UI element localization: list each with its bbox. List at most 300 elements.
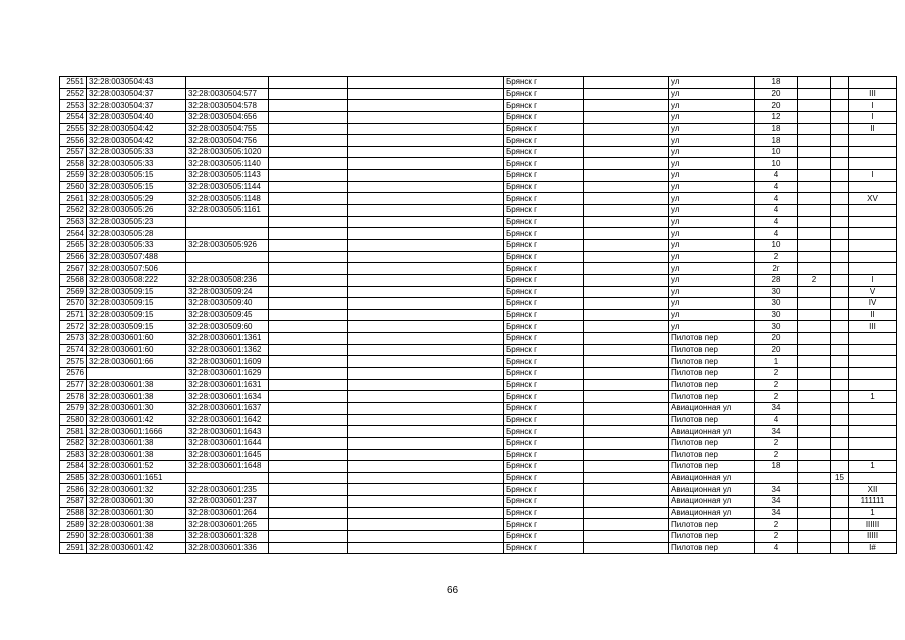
cell-house-number: 12 [755,111,798,123]
cell-object-cadastral-number: 32:28:0030601:1609 [186,356,269,368]
cell-col-11 [831,286,849,298]
table-row [60,263,897,275]
cell-premises [849,426,897,438]
cell-row-number: 2578 [60,391,87,403]
cell-object-cadastral-number: 32:28:0030509:60 [186,321,269,333]
cell-building [798,239,831,251]
cell-house-number: 30 [755,298,798,310]
cell-row-number: 2570 [60,298,87,310]
cell-col-7 [584,205,669,217]
cell-street: Авиационная ул [669,426,755,438]
cell-row-number: 2582 [60,437,87,449]
cell-building [798,344,831,356]
cell-col-4 [269,181,348,193]
cell-street: Пилотов пер [669,368,755,380]
cell-object-cadastral-number: 32:28:0030601:1634 [186,391,269,403]
cell-col-7 [584,216,669,228]
cell-col-11 [831,158,849,170]
cell-house-number: 1 [755,356,798,368]
cell-row-number: 2577 [60,379,87,391]
cell-premises [849,251,897,263]
cell-col-7 [584,333,669,345]
cell-col-11 [831,205,849,217]
cell-col-11 [831,344,849,356]
cell-street: ул [669,309,755,321]
cell-col-11 [831,379,849,391]
cell-cadastral-number: 32:28:0030508:222 [87,274,186,286]
cell-col-5 [348,239,504,251]
cell-col-7 [584,77,669,89]
cell-row-number: 2575 [60,356,87,368]
cell-street: ул [669,239,755,251]
cell-cadastral-number: 32:28:0030504:37 [87,100,186,112]
cell-col-7 [584,402,669,414]
table-row [60,507,897,519]
cell-col-7 [584,472,669,484]
cell-col-11 [831,461,849,473]
table-row [60,368,897,380]
cell-col-7 [584,542,669,554]
cell-street: ул [669,274,755,286]
cell-row-number: 2591 [60,542,87,554]
cell-col-7 [584,344,669,356]
table-row [60,414,897,426]
cell-row-number: 2579 [60,402,87,414]
cell-object-cadastral-number: 32:28:0030504:755 [186,123,269,135]
cell-col-4 [269,391,348,403]
cell-col-4 [269,135,348,147]
cell-premises: II [849,309,897,321]
cell-row-number: 2573 [60,333,87,345]
cell-house-number: 20 [755,100,798,112]
cell-city: Брянск г [504,321,584,333]
cell-city: Брянск г [504,530,584,542]
cell-premises [849,239,897,251]
cell-house-number: 4 [755,181,798,193]
cell-row-number: 2587 [60,496,87,508]
cell-col-11 [831,77,849,89]
table-row [60,391,897,403]
cell-building [798,251,831,263]
cell-city: Брянск г [504,205,584,217]
cell-cadastral-number: 32:28:0030505:23 [87,216,186,228]
cell-cadastral-number: 32:28:0030601:60 [87,333,186,345]
cell-building [798,321,831,333]
cell-street: Пилотов пер [669,414,755,426]
cell-row-number: 2572 [60,321,87,333]
cell-cadastral-number: 32:28:0030601:38 [87,449,186,461]
cell-city: Брянск г [504,391,584,403]
cell-premises: III [849,88,897,100]
cell-city: Брянск г [504,449,584,461]
cell-col-5 [348,135,504,147]
cell-building [798,368,831,380]
cell-row-number: 2553 [60,100,87,112]
table-row [60,181,897,193]
cell-col-4 [269,193,348,205]
cell-building: 2 [798,274,831,286]
cell-building [798,379,831,391]
cell-street: ул [669,77,755,89]
cell-col-11 [831,414,849,426]
cell-city: Брянск г [504,181,584,193]
cell-city: Брянск г [504,100,584,112]
cell-house-number: 30 [755,286,798,298]
cell-col-4 [269,205,348,217]
cell-col-7 [584,181,669,193]
cell-building [798,496,831,508]
cell-col-11 [831,542,849,554]
cell-col-4 [269,100,348,112]
cell-col-5 [348,356,504,368]
cell-row-number: 2567 [60,263,87,275]
table-row [60,135,897,147]
cell-col-7 [584,193,669,205]
cell-col-4 [269,461,348,473]
cell-col-4 [269,542,348,554]
cell-premises: XV [849,193,897,205]
cell-premises: XII [849,484,897,496]
cell-city: Брянск г [504,263,584,275]
cell-object-cadastral-number: 32:28:0030601:1637 [186,402,269,414]
cell-col-5 [348,333,504,345]
cell-street: Пилотов пер [669,379,755,391]
table-row [60,484,897,496]
cell-col-5 [348,111,504,123]
cell-col-4 [269,263,348,275]
cell-col-11 [831,507,849,519]
cell-house-number: 2г [755,263,798,275]
cell-col-5 [348,123,504,135]
cell-col-5 [348,449,504,461]
cell-col-4 [269,274,348,286]
cell-house-number: 10 [755,239,798,251]
cell-col-11 [831,216,849,228]
cell-cadastral-number: 32:28:0030505:15 [87,181,186,193]
cell-object-cadastral-number: 32:28:0030504:577 [186,88,269,100]
table-row [60,530,897,542]
cell-col-5 [348,146,504,158]
cell-col-11 [831,181,849,193]
cell-premises [849,158,897,170]
cell-col-4 [269,356,348,368]
cell-street: ул [669,298,755,310]
cell-building [798,472,831,484]
table-row [60,100,897,112]
cell-row-number: 2584 [60,461,87,473]
cell-city: Брянск г [504,379,584,391]
cell-row-number: 2552 [60,88,87,100]
cell-building [798,437,831,449]
cell-premises: I [849,274,897,286]
cell-building [798,333,831,345]
cell-object-cadastral-number: 32:28:0030505:1161 [186,205,269,217]
cell-building [798,216,831,228]
cell-street: Пилотов пер [669,391,755,403]
cell-col-11 [831,274,849,286]
cell-premises [849,344,897,356]
cell-street: ул [669,146,755,158]
cell-col-5 [348,391,504,403]
table-row [60,251,897,263]
cell-row-number: 2557 [60,146,87,158]
table-row [60,298,897,310]
cell-premises: IV [849,298,897,310]
cell-house-number: 4 [755,216,798,228]
cell-col-4 [269,530,348,542]
cell-city: Брянск г [504,251,584,263]
cell-object-cadastral-number [186,472,269,484]
cell-building [798,158,831,170]
cell-premises [849,146,897,158]
cell-col-11 [831,298,849,310]
cell-col-5 [348,77,504,89]
cell-cadastral-number: 32:28:0030509:15 [87,298,186,310]
cell-col-4 [269,379,348,391]
cell-city: Брянск г [504,368,584,380]
cell-premises [849,437,897,449]
cell-city: Брянск г [504,228,584,240]
cell-street: ул [669,286,755,298]
cell-col-7 [584,414,669,426]
cell-col-4 [269,472,348,484]
cell-city: Брянск г [504,542,584,554]
cell-row-number: 2590 [60,530,87,542]
cell-object-cadastral-number: 32:28:0030504:656 [186,111,269,123]
cell-cadastral-number: 32:28:0030505:15 [87,170,186,182]
cell-col-5 [348,309,504,321]
cell-street: Авиационная ул [669,472,755,484]
cell-city: Брянск г [504,496,584,508]
cell-col-4 [269,251,348,263]
cell-premises [849,228,897,240]
cell-col-7 [584,298,669,310]
cell-street: ул [669,111,755,123]
table-row [60,519,897,531]
cell-building [798,263,831,275]
cell-building [798,507,831,519]
cell-house-number: 28 [755,274,798,286]
cell-cadastral-number: 32:28:0030601:42 [87,542,186,554]
cell-row-number: 2568 [60,274,87,286]
cell-col-7 [584,368,669,380]
cell-row-number: 2562 [60,205,87,217]
cell-city: Брянск г [504,472,584,484]
cell-object-cadastral-number: 32:28:0030601:1644 [186,437,269,449]
cell-object-cadastral-number: 32:28:0030601:265 [186,519,269,531]
cell-col-11 [831,437,849,449]
cell-col-11 [831,135,849,147]
cell-building [798,356,831,368]
cell-street: ул [669,158,755,170]
cell-street: ул [669,88,755,100]
cell-col-7 [584,530,669,542]
cell-city: Брянск г [504,158,584,170]
cell-col-4 [269,239,348,251]
cell-col-11: 15 [831,472,849,484]
cell-col-7 [584,239,669,251]
cell-col-5 [348,228,504,240]
cell-street: Авиационная ул [669,496,755,508]
cell-row-number: 2555 [60,123,87,135]
table-row [60,472,897,484]
cell-premises: 1 [849,391,897,403]
cell-cadastral-number: 32:28:0030601:38 [87,379,186,391]
cell-house-number: 4 [755,205,798,217]
cell-col-4 [269,321,348,333]
table-row [60,111,897,123]
cell-cadastral-number: 32:28:0030601:60 [87,344,186,356]
cell-col-5 [348,426,504,438]
cell-col-7 [584,251,669,263]
cell-cadastral-number: 32:28:0030505:33 [87,146,186,158]
cell-city: Брянск г [504,286,584,298]
cell-col-4 [269,146,348,158]
cell-building [798,228,831,240]
cell-building [798,530,831,542]
cell-street: Пилотов пер [669,449,755,461]
cell-object-cadastral-number: 32:28:0030601:1361 [186,333,269,345]
cell-row-number: 2559 [60,170,87,182]
cell-building [798,170,831,182]
cell-object-cadastral-number: 32:28:0030601:1645 [186,449,269,461]
table-row [60,437,897,449]
cell-house-number: 4 [755,228,798,240]
cell-col-5 [348,170,504,182]
cell-row-number: 2585 [60,472,87,484]
cell-col-5 [348,298,504,310]
cell-row-number: 2574 [60,344,87,356]
cell-house-number [755,472,798,484]
cell-col-7 [584,135,669,147]
cell-house-number: 18 [755,77,798,89]
cell-street: Авиационная ул [669,484,755,496]
cell-building [798,286,831,298]
cell-row-number: 2581 [60,426,87,438]
cell-street: ул [669,181,755,193]
table-row [60,88,897,100]
cell-col-5 [348,402,504,414]
cell-col-5 [348,216,504,228]
cell-col-5 [348,181,504,193]
cell-building [798,414,831,426]
cell-street: ул [669,205,755,217]
cell-city: Брянск г [504,170,584,182]
cell-street: Авиационная ул [669,507,755,519]
cell-street: ул [669,193,755,205]
cell-col-5 [348,496,504,508]
cell-row-number: 2580 [60,414,87,426]
cell-row-number: 2554 [60,111,87,123]
cell-cadastral-number: 32:28:0030601:38 [87,391,186,403]
cell-col-11 [831,321,849,333]
cell-col-5 [348,437,504,449]
cell-building [798,111,831,123]
cell-row-number: 2589 [60,519,87,531]
cell-col-5 [348,379,504,391]
cell-house-number: 2 [755,251,798,263]
cell-premises [849,205,897,217]
cell-building [798,542,831,554]
cell-house-number: 20 [755,344,798,356]
cell-building [798,88,831,100]
cell-col-11 [831,496,849,508]
cell-col-4 [269,519,348,531]
cell-col-11 [831,100,849,112]
table-row [60,274,897,286]
cell-building [798,193,831,205]
cell-premises: IIIII [849,530,897,542]
cell-row-number: 2558 [60,158,87,170]
cell-col-7 [584,356,669,368]
cell-house-number: 34 [755,507,798,519]
cell-col-11 [831,88,849,100]
cell-premises [849,379,897,391]
cell-cadastral-number: 32:28:0030509:15 [87,309,186,321]
cell-col-4 [269,402,348,414]
cell-cadastral-number: 32:28:0030601:38 [87,530,186,542]
cell-premises [849,77,897,89]
cell-col-11 [831,530,849,542]
cell-col-4 [269,496,348,508]
cell-col-7 [584,379,669,391]
cell-city: Брянск г [504,402,584,414]
table-row [60,158,897,170]
cell-col-7 [584,321,669,333]
cell-cadastral-number: 32:28:0030504:42 [87,123,186,135]
table-row [60,309,897,321]
table-row [60,461,897,473]
cell-premises: II [849,123,897,135]
cell-col-4 [269,170,348,182]
cell-object-cadastral-number [186,263,269,275]
cell-col-4 [269,216,348,228]
cell-building [798,146,831,158]
cell-house-number: 2 [755,530,798,542]
cell-col-4 [269,309,348,321]
cell-city: Брянск г [504,298,584,310]
cell-col-7 [584,158,669,170]
cell-col-11 [831,449,849,461]
cell-building [798,309,831,321]
cell-city: Брянск г [504,507,584,519]
cell-premises: 1 [849,507,897,519]
table-row [60,321,897,333]
cell-cadastral-number: 32:28:0030601:42 [87,414,186,426]
cell-col-7 [584,519,669,531]
cell-col-4 [269,123,348,135]
cell-col-7 [584,286,669,298]
cell-cadastral-number: 32:28:0030504:43 [87,77,186,89]
cell-street: ул [669,170,755,182]
cell-object-cadastral-number: 32:28:0030601:235 [186,484,269,496]
cell-col-7 [584,123,669,135]
cell-col-5 [348,193,504,205]
cell-cadastral-number: 32:28:0030504:40 [87,111,186,123]
cell-building [798,181,831,193]
cell-col-5 [348,251,504,263]
cell-row-number: 2564 [60,228,87,240]
cell-cadastral-number: 32:28:0030601:30 [87,507,186,519]
cell-col-4 [269,344,348,356]
cell-city: Брянск г [504,437,584,449]
table-row [60,123,897,135]
cell-street: ул [669,123,755,135]
cell-col-5 [348,542,504,554]
cell-house-number: 10 [755,158,798,170]
cell-building [798,391,831,403]
cell-col-7 [584,309,669,321]
